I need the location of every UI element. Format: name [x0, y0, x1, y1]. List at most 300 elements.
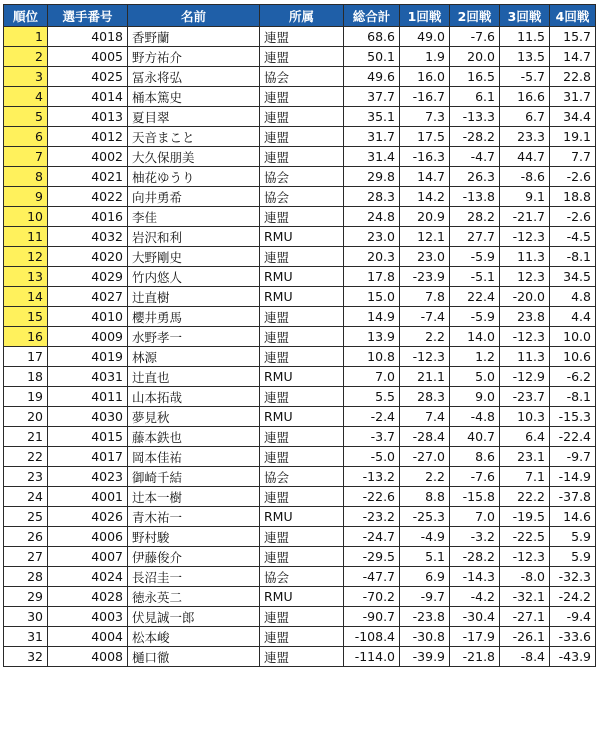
round-4-cell: 10.0	[550, 327, 596, 347]
player-id-cell: 4025	[48, 67, 128, 87]
round-1-cell: 14.2	[400, 187, 450, 207]
header-rank: 順位	[4, 5, 48, 27]
table-row	[4, 447, 596, 467]
player-name-cell: 夢見秋	[128, 407, 260, 427]
affiliation-cell: 連盟	[260, 247, 344, 267]
round-4-cell: 5.9	[550, 547, 596, 567]
player-id-cell: 4012	[48, 127, 128, 147]
round-4-cell: -43.9	[550, 647, 596, 667]
table-row	[4, 487, 596, 507]
rank-cell: 16	[4, 327, 48, 347]
rank-cell: 11	[4, 227, 48, 247]
player-name-cell: 長沼圭一	[128, 567, 260, 587]
total-cell: 13.9	[344, 327, 400, 347]
table-row	[4, 387, 596, 407]
rank-cell: 12	[4, 247, 48, 267]
total-cell: 24.8	[344, 207, 400, 227]
round-2-cell: -13.3	[450, 107, 500, 127]
affiliation-cell: 連盟	[260, 127, 344, 147]
round-2-cell: 26.3	[450, 167, 500, 187]
player-id-cell: 4006	[48, 527, 128, 547]
round-1-cell: 17.5	[400, 127, 450, 147]
player-id-cell: 4032	[48, 227, 128, 247]
round-2-cell: -14.3	[450, 567, 500, 587]
round-4-cell: -9.7	[550, 447, 596, 467]
table-row	[4, 407, 596, 427]
table-row	[4, 227, 596, 247]
round-3-cell: 9.1	[500, 187, 550, 207]
table-row	[4, 607, 596, 627]
round-4-cell: 7.7	[550, 147, 596, 167]
total-cell: -108.4	[344, 627, 400, 647]
header-row	[4, 5, 596, 27]
player-name-cell: 岡本佳祐	[128, 447, 260, 467]
affiliation-cell: RMU	[260, 287, 344, 307]
player-name-cell: 伏見誠一郎	[128, 607, 260, 627]
rank-cell: 9	[4, 187, 48, 207]
header-round-4: 4回戦	[550, 5, 596, 27]
affiliation-cell: 連盟	[260, 307, 344, 327]
round-3-cell: 16.6	[500, 87, 550, 107]
round-3-cell: -12.3	[500, 227, 550, 247]
round-2-cell: -4.2	[450, 587, 500, 607]
rank-cell: 8	[4, 167, 48, 187]
round-2-cell: 16.5	[450, 67, 500, 87]
standings-body	[4, 27, 596, 667]
round-2-cell: -30.4	[450, 607, 500, 627]
round-1-cell: 12.1	[400, 227, 450, 247]
table-row	[4, 27, 596, 47]
affiliation-cell: RMU	[260, 507, 344, 527]
player-id-cell: 4022	[48, 187, 128, 207]
table-row	[4, 347, 596, 367]
rank-cell: 29	[4, 587, 48, 607]
round-1-cell: -23.8	[400, 607, 450, 627]
total-cell: 49.6	[344, 67, 400, 87]
affiliation-cell: RMU	[260, 227, 344, 247]
round-3-cell: 13.5	[500, 47, 550, 67]
round-3-cell: -19.5	[500, 507, 550, 527]
player-id-cell: 4026	[48, 507, 128, 527]
affiliation-cell: 連盟	[260, 627, 344, 647]
total-cell: 15.0	[344, 287, 400, 307]
total-cell: -13.2	[344, 467, 400, 487]
total-cell: 7.0	[344, 367, 400, 387]
player-name-cell: 向井勇希	[128, 187, 260, 207]
total-cell: -5.0	[344, 447, 400, 467]
round-3-cell: -12.3	[500, 327, 550, 347]
round-1-cell: -9.7	[400, 587, 450, 607]
rank-cell: 1	[4, 27, 48, 47]
round-4-cell: -4.5	[550, 227, 596, 247]
total-cell: -29.5	[344, 547, 400, 567]
player-name-cell: 樋口徹	[128, 647, 260, 667]
player-id-cell: 4013	[48, 107, 128, 127]
affiliation-cell: 協会	[260, 67, 344, 87]
player-name-cell: 松本峻	[128, 627, 260, 647]
round-1-cell: 23.0	[400, 247, 450, 267]
round-1-cell: 7.3	[400, 107, 450, 127]
affiliation-cell: 連盟	[260, 607, 344, 627]
total-cell: 28.3	[344, 187, 400, 207]
round-2-cell: -15.8	[450, 487, 500, 507]
round-3-cell: 23.1	[500, 447, 550, 467]
round-4-cell: -6.2	[550, 367, 596, 387]
round-3-cell: 7.1	[500, 467, 550, 487]
player-name-cell: 青木祐一	[128, 507, 260, 527]
player-name-cell: 辻直樹	[128, 287, 260, 307]
header-round-2: 2回戦	[450, 5, 500, 27]
round-1-cell: -28.4	[400, 427, 450, 447]
round-2-cell: -4.8	[450, 407, 500, 427]
affiliation-cell: 連盟	[260, 447, 344, 467]
player-name-cell: 辻直也	[128, 367, 260, 387]
rank-cell: 13	[4, 267, 48, 287]
total-cell: 31.7	[344, 127, 400, 147]
round-2-cell: -13.8	[450, 187, 500, 207]
round-2-cell: 1.2	[450, 347, 500, 367]
player-id-cell: 4019	[48, 347, 128, 367]
rank-cell: 2	[4, 47, 48, 67]
affiliation-cell: RMU	[260, 367, 344, 387]
affiliation-cell: 連盟	[260, 547, 344, 567]
player-name-cell: 藤本鉄也	[128, 427, 260, 447]
round-3-cell: -8.4	[500, 647, 550, 667]
total-cell: 35.1	[344, 107, 400, 127]
affiliation-cell: 協会	[260, 467, 344, 487]
round-1-cell: 14.7	[400, 167, 450, 187]
round-4-cell: -22.4	[550, 427, 596, 447]
table-row	[4, 147, 596, 167]
rank-cell: 18	[4, 367, 48, 387]
player-id-cell: 4017	[48, 447, 128, 467]
round-3-cell: 23.8	[500, 307, 550, 327]
player-name-cell: 御崎千結	[128, 467, 260, 487]
player-id-cell: 4016	[48, 207, 128, 227]
player-name-cell: 柚花ゆうり	[128, 167, 260, 187]
player-name-cell: 李佳	[128, 207, 260, 227]
affiliation-cell: 協会	[260, 567, 344, 587]
affiliation-cell: 連盟	[260, 327, 344, 347]
affiliation-cell: 連盟	[260, 87, 344, 107]
round-4-cell: 18.8	[550, 187, 596, 207]
round-3-cell: -23.7	[500, 387, 550, 407]
affiliation-cell: 連盟	[260, 647, 344, 667]
round-2-cell: -21.8	[450, 647, 500, 667]
player-name-cell: 香野蘭	[128, 27, 260, 47]
rank-cell: 26	[4, 527, 48, 547]
table-row	[4, 167, 596, 187]
round-4-cell: -2.6	[550, 167, 596, 187]
round-4-cell: -8.1	[550, 247, 596, 267]
round-4-cell: 14.6	[550, 507, 596, 527]
round-4-cell: -8.1	[550, 387, 596, 407]
table-row	[4, 287, 596, 307]
player-id-cell: 4014	[48, 87, 128, 107]
affiliation-cell: 連盟	[260, 107, 344, 127]
round-3-cell: -12.9	[500, 367, 550, 387]
affiliation-cell: RMU	[260, 267, 344, 287]
round-4-cell: 34.5	[550, 267, 596, 287]
player-name-cell: 野方祐介	[128, 47, 260, 67]
player-name-cell: 櫻井勇馬	[128, 307, 260, 327]
total-cell: 29.8	[344, 167, 400, 187]
round-4-cell: -14.9	[550, 467, 596, 487]
rank-cell: 17	[4, 347, 48, 367]
round-1-cell: 1.9	[400, 47, 450, 67]
rank-cell: 22	[4, 447, 48, 467]
player-id-cell: 4015	[48, 427, 128, 447]
rank-cell: 24	[4, 487, 48, 507]
round-1-cell: -25.3	[400, 507, 450, 527]
player-name-cell: 冨永将弘	[128, 67, 260, 87]
round-3-cell: 22.2	[500, 487, 550, 507]
total-cell: -23.2	[344, 507, 400, 527]
round-2-cell: -7.6	[450, 27, 500, 47]
player-name-cell: 伊藤俊介	[128, 547, 260, 567]
table-row	[4, 247, 596, 267]
round-3-cell: 12.3	[500, 267, 550, 287]
round-2-cell: 27.7	[450, 227, 500, 247]
total-cell: -47.7	[344, 567, 400, 587]
round-2-cell: -5.1	[450, 267, 500, 287]
round-4-cell: -24.2	[550, 587, 596, 607]
round-1-cell: 16.0	[400, 67, 450, 87]
rank-cell: 14	[4, 287, 48, 307]
player-name-cell: 大久保朋美	[128, 147, 260, 167]
player-id-cell: 4029	[48, 267, 128, 287]
table-row	[4, 47, 596, 67]
affiliation-cell: 連盟	[260, 207, 344, 227]
round-2-cell: -3.2	[450, 527, 500, 547]
player-id-cell: 4004	[48, 627, 128, 647]
affiliation-cell: RMU	[260, 587, 344, 607]
affiliation-cell: 連盟	[260, 147, 344, 167]
rank-cell: 27	[4, 547, 48, 567]
rank-cell: 15	[4, 307, 48, 327]
round-4-cell: -9.4	[550, 607, 596, 627]
round-1-cell: 20.9	[400, 207, 450, 227]
total-cell: 37.7	[344, 87, 400, 107]
round-3-cell: -21.7	[500, 207, 550, 227]
affiliation-cell: 連盟	[260, 427, 344, 447]
round-3-cell: 23.3	[500, 127, 550, 147]
round-3-cell: -8.6	[500, 167, 550, 187]
player-id-cell: 4031	[48, 367, 128, 387]
round-1-cell: 7.4	[400, 407, 450, 427]
round-2-cell: 6.1	[450, 87, 500, 107]
round-4-cell: 4.4	[550, 307, 596, 327]
round-1-cell: -23.9	[400, 267, 450, 287]
round-1-cell: 49.0	[400, 27, 450, 47]
total-cell: 68.6	[344, 27, 400, 47]
affiliation-cell: 連盟	[260, 527, 344, 547]
round-1-cell: 21.1	[400, 367, 450, 387]
player-id-cell: 4027	[48, 287, 128, 307]
round-2-cell: 7.0	[450, 507, 500, 527]
round-2-cell: 9.0	[450, 387, 500, 407]
round-4-cell: 22.8	[550, 67, 596, 87]
table-row	[4, 327, 596, 347]
round-1-cell: -16.7	[400, 87, 450, 107]
player-name-cell: 山本拓哉	[128, 387, 260, 407]
round-3-cell: -20.0	[500, 287, 550, 307]
round-4-cell: -32.3	[550, 567, 596, 587]
rank-cell: 25	[4, 507, 48, 527]
round-3-cell: -5.7	[500, 67, 550, 87]
player-name-cell: 徳永英二	[128, 587, 260, 607]
round-3-cell: -12.3	[500, 547, 550, 567]
total-cell: -70.2	[344, 587, 400, 607]
table-row	[4, 207, 596, 227]
round-3-cell: 44.7	[500, 147, 550, 167]
table-row	[4, 307, 596, 327]
table-row	[4, 67, 596, 87]
round-4-cell: 15.7	[550, 27, 596, 47]
round-4-cell: -15.3	[550, 407, 596, 427]
round-2-cell: -17.9	[450, 627, 500, 647]
round-1-cell: 2.2	[400, 327, 450, 347]
total-cell: 50.1	[344, 47, 400, 67]
header-affiliation: 所属	[260, 5, 344, 27]
header-total: 総合計	[344, 5, 400, 27]
total-cell: -2.4	[344, 407, 400, 427]
rank-cell: 28	[4, 567, 48, 587]
table-row	[4, 567, 596, 587]
round-2-cell: 8.6	[450, 447, 500, 467]
round-2-cell: -7.6	[450, 467, 500, 487]
player-id-cell: 4021	[48, 167, 128, 187]
round-3-cell: -8.0	[500, 567, 550, 587]
round-1-cell: 2.2	[400, 467, 450, 487]
player-id-cell: 4024	[48, 567, 128, 587]
round-1-cell: -27.0	[400, 447, 450, 467]
total-cell: 10.8	[344, 347, 400, 367]
table-row	[4, 627, 596, 647]
table-row	[4, 647, 596, 667]
round-2-cell: 40.7	[450, 427, 500, 447]
affiliation-cell: 協会	[260, 187, 344, 207]
affiliation-cell: 連盟	[260, 487, 344, 507]
player-id-cell: 4003	[48, 607, 128, 627]
player-name-cell: 竹内悠人	[128, 267, 260, 287]
table-row	[4, 587, 596, 607]
affiliation-cell: 連盟	[260, 27, 344, 47]
rank-cell: 10	[4, 207, 48, 227]
player-name-cell: 辻本一樹	[128, 487, 260, 507]
rank-cell: 4	[4, 87, 48, 107]
header-round-3: 3回戦	[500, 5, 550, 27]
total-cell: -3.7	[344, 427, 400, 447]
round-1-cell: -39.9	[400, 647, 450, 667]
round-2-cell: 22.4	[450, 287, 500, 307]
rank-cell: 5	[4, 107, 48, 127]
round-1-cell: -30.8	[400, 627, 450, 647]
round-4-cell: 14.7	[550, 47, 596, 67]
rank-cell: 6	[4, 127, 48, 147]
player-id-cell: 4007	[48, 547, 128, 567]
affiliation-cell: 連盟	[260, 387, 344, 407]
header-name: 名前	[128, 5, 260, 27]
player-name-cell: 水野孝一	[128, 327, 260, 347]
player-name-cell: 林源	[128, 347, 260, 367]
table-row	[4, 507, 596, 527]
affiliation-cell: 連盟	[260, 347, 344, 367]
table-row	[4, 547, 596, 567]
rank-cell: 7	[4, 147, 48, 167]
total-cell: -90.7	[344, 607, 400, 627]
rank-cell: 32	[4, 647, 48, 667]
round-1-cell: 28.3	[400, 387, 450, 407]
round-3-cell: 6.7	[500, 107, 550, 127]
player-id-cell: 4020	[48, 247, 128, 267]
round-3-cell: -22.5	[500, 527, 550, 547]
round-1-cell: 7.8	[400, 287, 450, 307]
rank-cell: 3	[4, 67, 48, 87]
round-2-cell: -4.7	[450, 147, 500, 167]
rank-cell: 30	[4, 607, 48, 627]
table-row	[4, 527, 596, 547]
total-cell: 31.4	[344, 147, 400, 167]
round-2-cell: -28.2	[450, 127, 500, 147]
round-4-cell: -37.8	[550, 487, 596, 507]
player-id-cell: 4023	[48, 467, 128, 487]
total-cell: -114.0	[344, 647, 400, 667]
round-2-cell: 5.0	[450, 367, 500, 387]
round-4-cell: 4.8	[550, 287, 596, 307]
affiliation-cell: 協会	[260, 167, 344, 187]
round-2-cell: 28.2	[450, 207, 500, 227]
round-2-cell: -5.9	[450, 307, 500, 327]
table-row	[4, 467, 596, 487]
player-name-cell: 天音まこと	[128, 127, 260, 147]
round-2-cell: 14.0	[450, 327, 500, 347]
round-3-cell: 6.4	[500, 427, 550, 447]
table-row	[4, 127, 596, 147]
player-id-cell: 4002	[48, 147, 128, 167]
total-cell: -22.6	[344, 487, 400, 507]
player-id-cell: 4001	[48, 487, 128, 507]
rank-cell: 31	[4, 627, 48, 647]
round-4-cell: 19.1	[550, 127, 596, 147]
player-name-cell: 岩沢和利	[128, 227, 260, 247]
total-cell: 17.8	[344, 267, 400, 287]
round-3-cell: 11.3	[500, 347, 550, 367]
standings-table	[3, 4, 596, 667]
rank-cell: 20	[4, 407, 48, 427]
table-row	[4, 367, 596, 387]
affiliation-cell: RMU	[260, 407, 344, 427]
player-id-cell: 4008	[48, 647, 128, 667]
round-1-cell: -7.4	[400, 307, 450, 327]
round-1-cell: -12.3	[400, 347, 450, 367]
round-1-cell: -4.9	[400, 527, 450, 547]
table-row	[4, 87, 596, 107]
player-id-cell: 4018	[48, 27, 128, 47]
rank-cell: 19	[4, 387, 48, 407]
round-4-cell: 31.7	[550, 87, 596, 107]
round-3-cell: -32.1	[500, 587, 550, 607]
round-2-cell: -5.9	[450, 247, 500, 267]
round-4-cell: -2.6	[550, 207, 596, 227]
round-3-cell: -26.1	[500, 627, 550, 647]
round-1-cell: 8.8	[400, 487, 450, 507]
player-name-cell: 夏目翠	[128, 107, 260, 127]
rank-cell: 21	[4, 427, 48, 447]
player-id-cell: 4011	[48, 387, 128, 407]
table-row	[4, 187, 596, 207]
player-name-cell: 大野剛史	[128, 247, 260, 267]
